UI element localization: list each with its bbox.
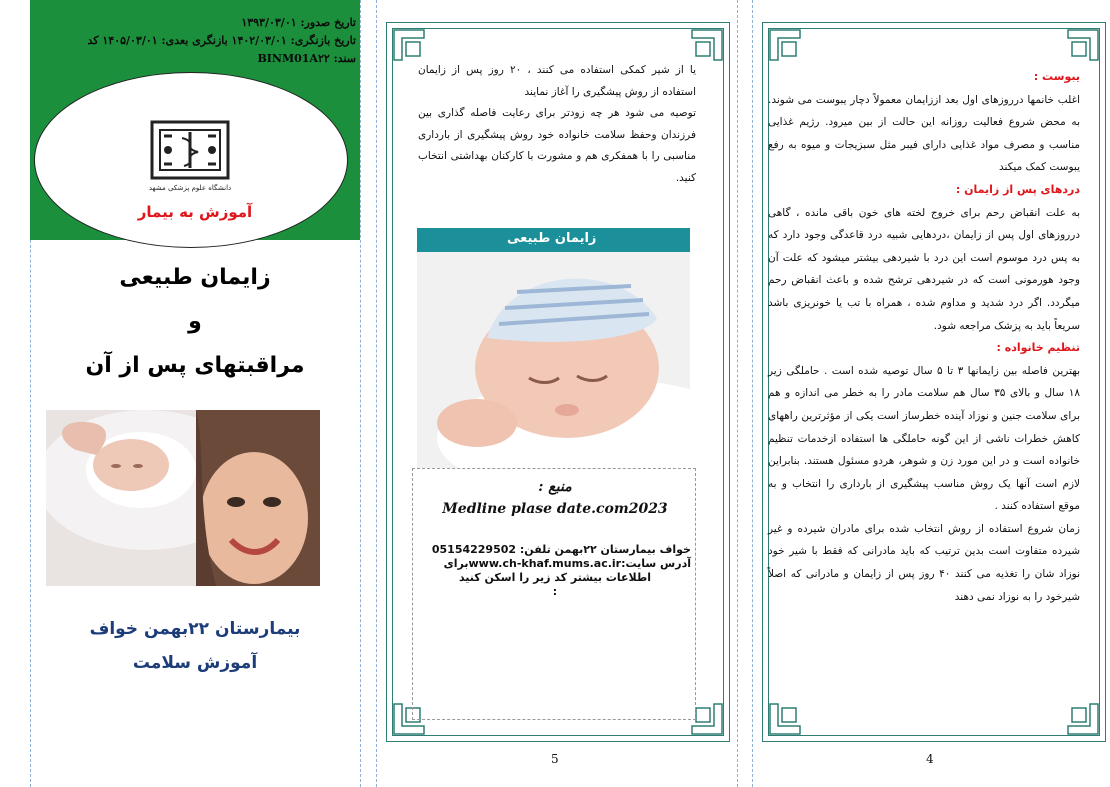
- source-box: [412, 468, 696, 720]
- issue-date: تاریخ صدور: ۱۳۹۳/۰۳/۰۱: [241, 16, 356, 29]
- hospital-name: بیمارستان ۲۲بهمن خواف: [89, 619, 301, 639]
- contact-colon: :: [552, 585, 558, 598]
- heading-afterpains: دردهای پس از زایمان :: [955, 182, 1080, 196]
- image-banner-title: زایمان طبیعی: [507, 231, 597, 246]
- corner-ornament-icon: [762, 22, 812, 72]
- middle-paragraph-2: توصیه می شود هر چه زودتر برای رعایت فاصله گذاری بین فرزندان وحفظ سلامت خانواده خود روش پیشگیری از بارداری مناسبی را با همفکری هم و مشورت با کارکنان بهداشتی انتخاب کنید.: [418, 107, 696, 184]
- paragraph-constipation: اغلب خانمها درروزهای اول بعد اززایمان معمولاً دچار یبوست می شوند. به محض شروع فعالیت روزانه این حالت از بین میرود. رژیم غذایی مناسب و مصرف مواد غذایی دارای فیبر مثل سبزیجات و میوه به رفع یبوست کمک میکند: [768, 93, 1080, 174]
- page-separator: [376, 0, 377, 787]
- source-reference: Medline plase date.com2023: [442, 501, 668, 517]
- document-meta: [36, 14, 356, 68]
- corner-ornament-icon: [1056, 22, 1106, 72]
- newborn-image: [417, 228, 690, 468]
- corner-ornament-icon: [762, 692, 812, 742]
- logo-caption: دانشگاه علوم پزشکی مشهد: [148, 184, 232, 192]
- page-separator: [360, 0, 361, 787]
- cover-panel: [30, 0, 360, 787]
- revision-date: تاریخ بازنگری: ۱۴۰۲/۰۳/۰۱ بازنگری بعدی: ۱۴۰۵/۰۳/۰۱ کد: [87, 34, 356, 47]
- page-separator: [752, 0, 753, 787]
- university-logo: [138, 118, 242, 196]
- image-banner: [417, 228, 690, 252]
- page-number-4: 4: [926, 752, 934, 766]
- heading-constipation: یبوست :: [1033, 70, 1080, 83]
- title-line-2: و: [188, 309, 202, 334]
- right-body-text: [768, 66, 1080, 608]
- paragraph-afterpains: به علت انقباض رحم برای خروج لخته های خون باقی مانده ، گاهی درروزهای اول پس از زایمان ،دردهایی شبیه درد قاعدگی وجود دارد که به پس درد موسوم است این درد با شیردهی بیشتر میشود که علت آن وجود هورمونی است که در شیردهی ترشح شده و باعث انقباض رحم میگردد. اگر درد شدید و مداوم شده ، همراه با تب یا خونریزی باشد سریعاً باید به پزشک مراجعه شود.: [768, 206, 1080, 332]
- page-number-5: 5: [551, 752, 559, 766]
- middle-paragraph-1: یا از شیر کمکی استفاده می کنند ، ۲۰ روز پس از زایمان استفاده از روش پیشگیری را آغاز نمایند: [418, 64, 697, 98]
- contact-phone: خواف بیمارستان ۲۲بهمن تلفن: 05154229502: [431, 543, 691, 556]
- page-separator: [737, 0, 738, 787]
- cover-title: [30, 256, 360, 388]
- contact-scan-note: اطلاعات بیشتر کد زیر را اسکن کنید: [458, 571, 652, 584]
- title-line-3: مراقبتهای پس از آن: [85, 353, 305, 378]
- paragraph-contraception-timing: زمان شروع استفاده از روش انتخاب شده برای مادران شیرده و غیر شیرده متفاوت است بدین ترتیب که باید مادرانی که فقط با شیر خود نوزاد شان را تغذیه می کنند ۴۰ روز پس از زایمان و مادرانی که اصلاً شیرخود را به نوزاد نمی دهند: [768, 522, 1080, 603]
- corner-ornament-icon: [1056, 692, 1106, 742]
- newborn-photo: [417, 228, 690, 468]
- department-name: آموزش سلامت: [132, 653, 258, 673]
- middle-body-text: [418, 60, 696, 189]
- document-code: سند: BINM01A۲۲: [257, 52, 356, 65]
- paragraph-family-planning: بهترین فاصله بین زایمانها ۳ تا ۵ سال توصیه شده است . حاملگی زیر ۱۸ سال و بالای ۳۵ سال هم سلامت مادر را به خطر می اندازه و هم برای سلامت جنین و نوزاد آینده خطرساز است یکی از مؤثرترین راههای کاهش خطرات ناشی از این گونه حاملگی ها استفاده ازخدمات تنظیم خانواده است و در این مورد زن و شوهر، هردو مسئول هستند. بنابراین لازم است آنها یک روش مناسب پیشگیری از بارداری را انتخاب و به موقع استفاده کنند .: [768, 364, 1080, 513]
- heading-family-planning: تنظیم خانواده :: [996, 341, 1080, 355]
- contact-website[interactable]: آدرس سایت:www.ch-khaf.mums.ac.irبرای: [443, 557, 691, 570]
- hospital-footer: [30, 612, 360, 680]
- patient-education-label: آموزش به بیمار: [137, 203, 253, 221]
- contact-info: [419, 543, 691, 599]
- source-label: منبع :: [538, 479, 572, 495]
- mother-baby-photo: [46, 410, 320, 586]
- title-line-1: زایمان طبیعی: [119, 265, 271, 290]
